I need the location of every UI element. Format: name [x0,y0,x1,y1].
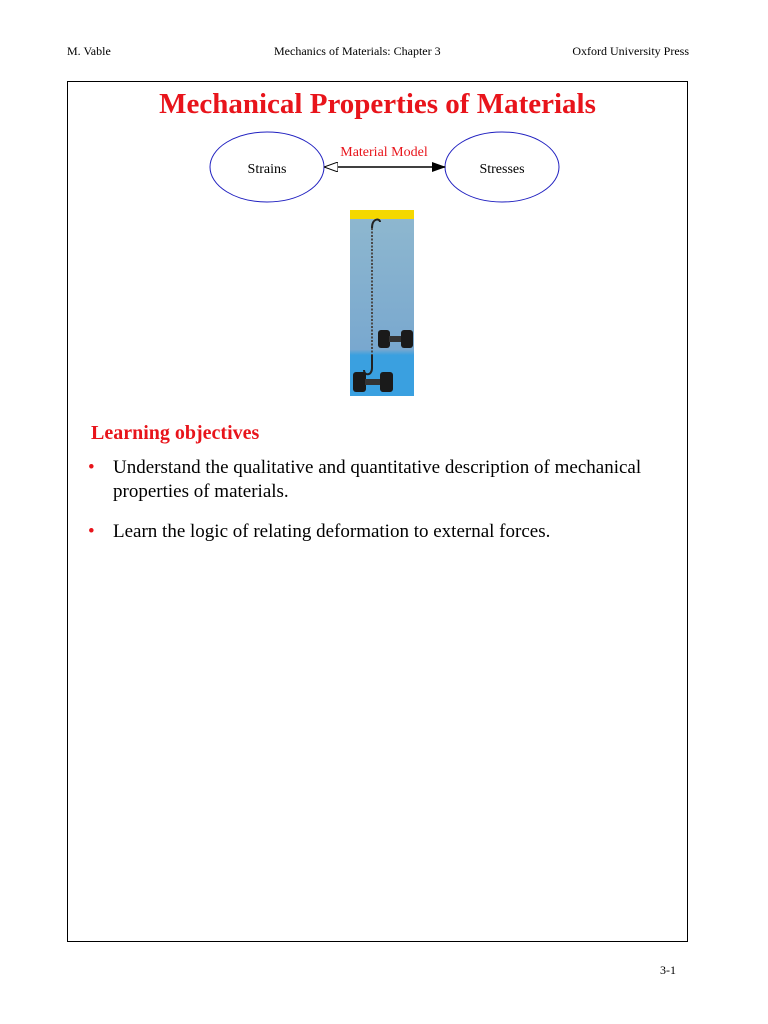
page-number: 3-1 [660,963,676,977]
strains-label: Strains [247,162,287,177]
bullet-icon: • [88,457,95,478]
slide-frame [67,81,688,942]
objective-item [88,520,678,544]
slide-title: Mechanical Properties of Materials [159,88,596,120]
bungee-cord-photo [350,210,414,396]
strain-stress-diagram [68,82,689,212]
header-chapter: Mechanics of Materials: Chapter 3 [274,44,441,58]
header-author: M. Vable [67,44,111,58]
stresses-label: Stresses [479,162,525,177]
objective-text: Learn the logic of relating deformation to external forces. [113,521,551,542]
objective-text: Understand the qualitative and quantitative description of mechanical properties of materials. [113,457,642,502]
learning-objectives-heading: Learning objectives [91,422,260,444]
header-publisher: Oxford University Press [572,44,689,58]
objective-item [88,456,678,504]
material-model-label: Material Model [340,145,428,160]
bullet-icon: • [88,521,95,542]
learning-objectives-list [88,456,678,560]
